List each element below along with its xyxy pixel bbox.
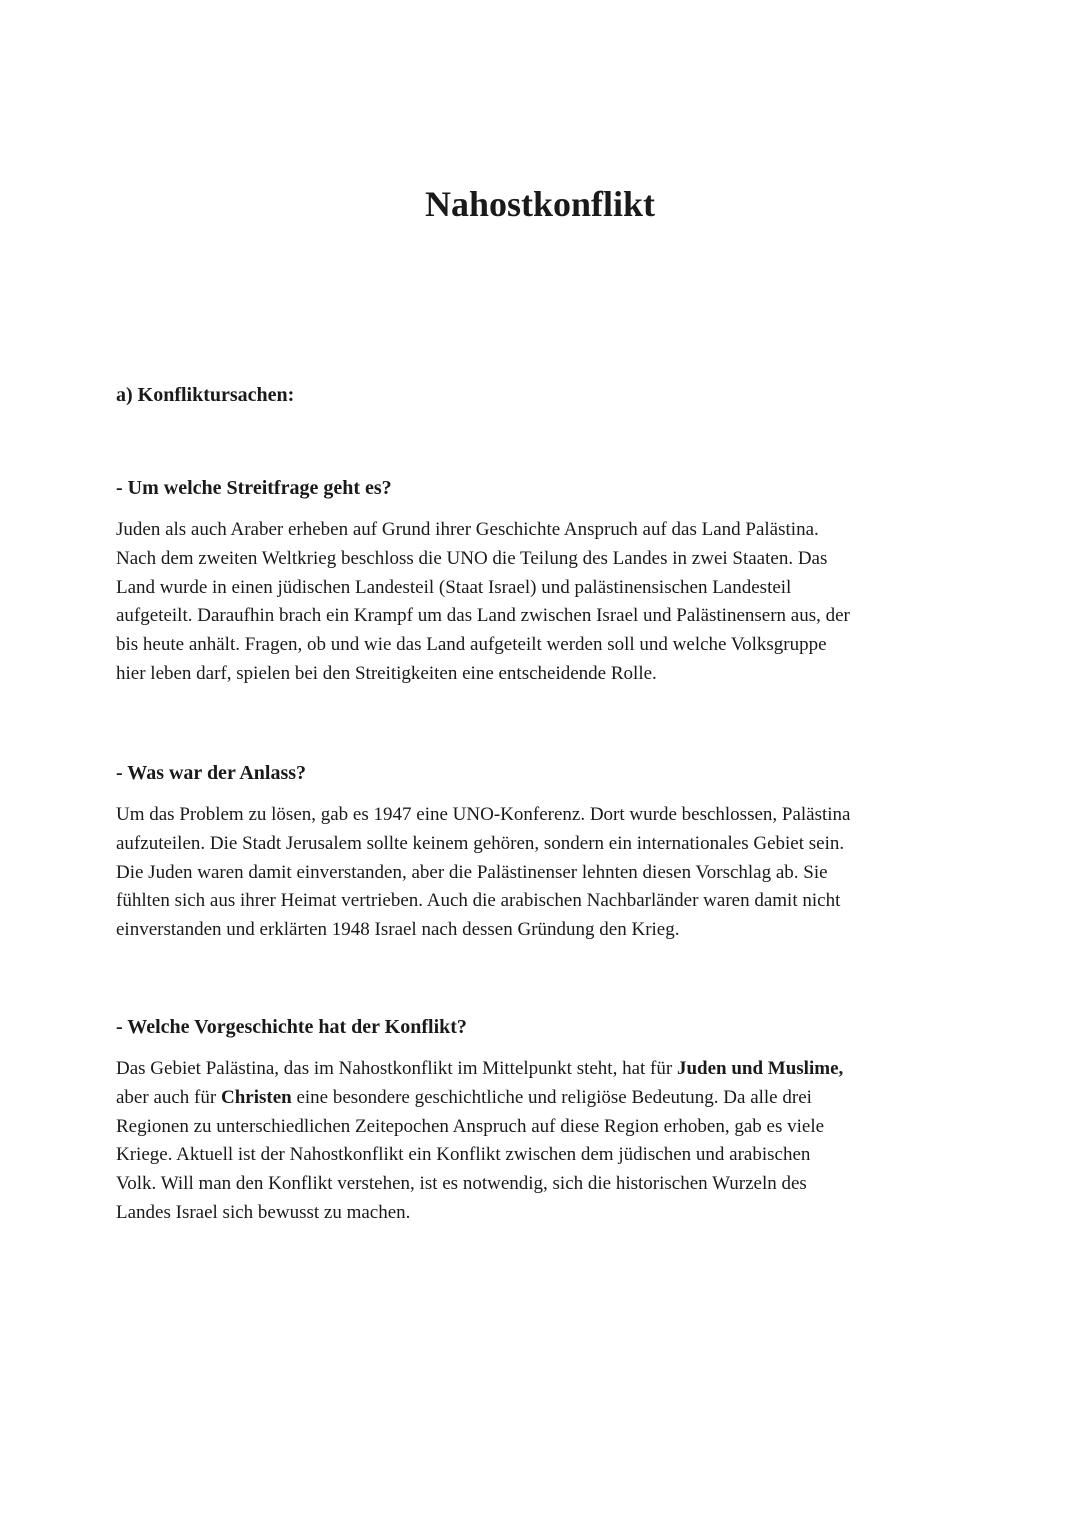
text-line: Juden als auch Araber erheben auf Grund ihrer Geschichte Anspruch auf das Land Palästina. <box>116 519 819 540</box>
text-line: Landes Israel sich bewusst zu machen. <box>116 1201 411 1223</box>
text-line: Um das Problem zu lösen, gab es 1947 eine UNO-Konferenz. Dort wurde beschlossen, Palästina <box>116 804 851 825</box>
text-line: fühlten sich aus ihrer Heimat vertrieben. Auch die arabischen Nachbarländer waren damit nicht <box>116 890 841 912</box>
text-line-part: Das Gebiet Palästina, das im Nahostkonflikt im Mittelpunkt steht, hat für <box>116 1058 677 1079</box>
text-line: Land wurde in einen jüdischen Landesteil (Staat Israel) und palästinensischen Landesteil <box>116 576 792 598</box>
answer-paragraph <box>116 516 966 689</box>
text-line: aufgeteilt. Daraufhin brach ein Krampf um das Land zwischen Israel und Palästinensern aus, der <box>116 605 850 627</box>
question-block-anlass <box>116 759 966 945</box>
bold-phrase: Christen <box>220 1086 292 1108</box>
text-line: Die Juden waren damit einverstanden, aber die Palästinenser lehnten diesen Vorschlag ab. Sie <box>116 861 828 883</box>
section-heading: a) Konfliktursachen: <box>116 384 295 406</box>
question-block-vorgeschichte <box>116 1013 966 1228</box>
text-line-part: eine besondere geschichtliche und religiöse Bedeutung. Da alle drei <box>291 1086 812 1108</box>
text-line: hier leben darf, spielen bei den Streitigkeiten eine entscheidende Rolle. <box>116 662 657 684</box>
text-line-part: aber auch für <box>116 1086 221 1108</box>
question-heading: - Um welche Streitfrage geht es? <box>116 477 392 499</box>
text-line: einverstanden und erklärten 1948 Israel nach dessen Gründung den Krieg. <box>116 919 680 941</box>
question-block-streitfrage <box>116 474 966 689</box>
text-line: Regionen zu unterschiedlichen Zeitepochen Anspruch auf diese Region erhoben, gab es viele <box>116 1115 825 1137</box>
text-line: Kriege. Aktuell ist der Nahostkonflikt ein Konflikt zwischen dem jüdischen und arabischen <box>116 1144 811 1166</box>
question-heading: - Welche Vorgeschichte hat der Konflikt? <box>116 1016 467 1038</box>
bold-phrase: Juden und Muslime, <box>676 1058 844 1079</box>
answer-paragraph <box>116 1055 966 1228</box>
text-line: aufzuteilen. Die Stadt Jerusalem sollte keinem gehören, sondern ein internationales Gebiet sein. <box>116 832 845 854</box>
text-line: Volk. Will man den Konflikt verstehen, ist es notwendig, sich die historischen Wurzeln des <box>116 1173 807 1195</box>
answer-paragraph <box>116 801 966 945</box>
document-title: Nahostkonflikt <box>424 184 656 224</box>
text-line: bis heute anhält. Fragen, ob und wie das Land aufgeteilt werden soll und welche Volksgruppe <box>116 634 827 656</box>
text-line: Nach dem zweiten Weltkrieg beschloss die UNO die Teilung des Landes in zwei Staaten. Das <box>116 547 828 569</box>
question-heading: - Was war der Anlass? <box>116 762 307 784</box>
